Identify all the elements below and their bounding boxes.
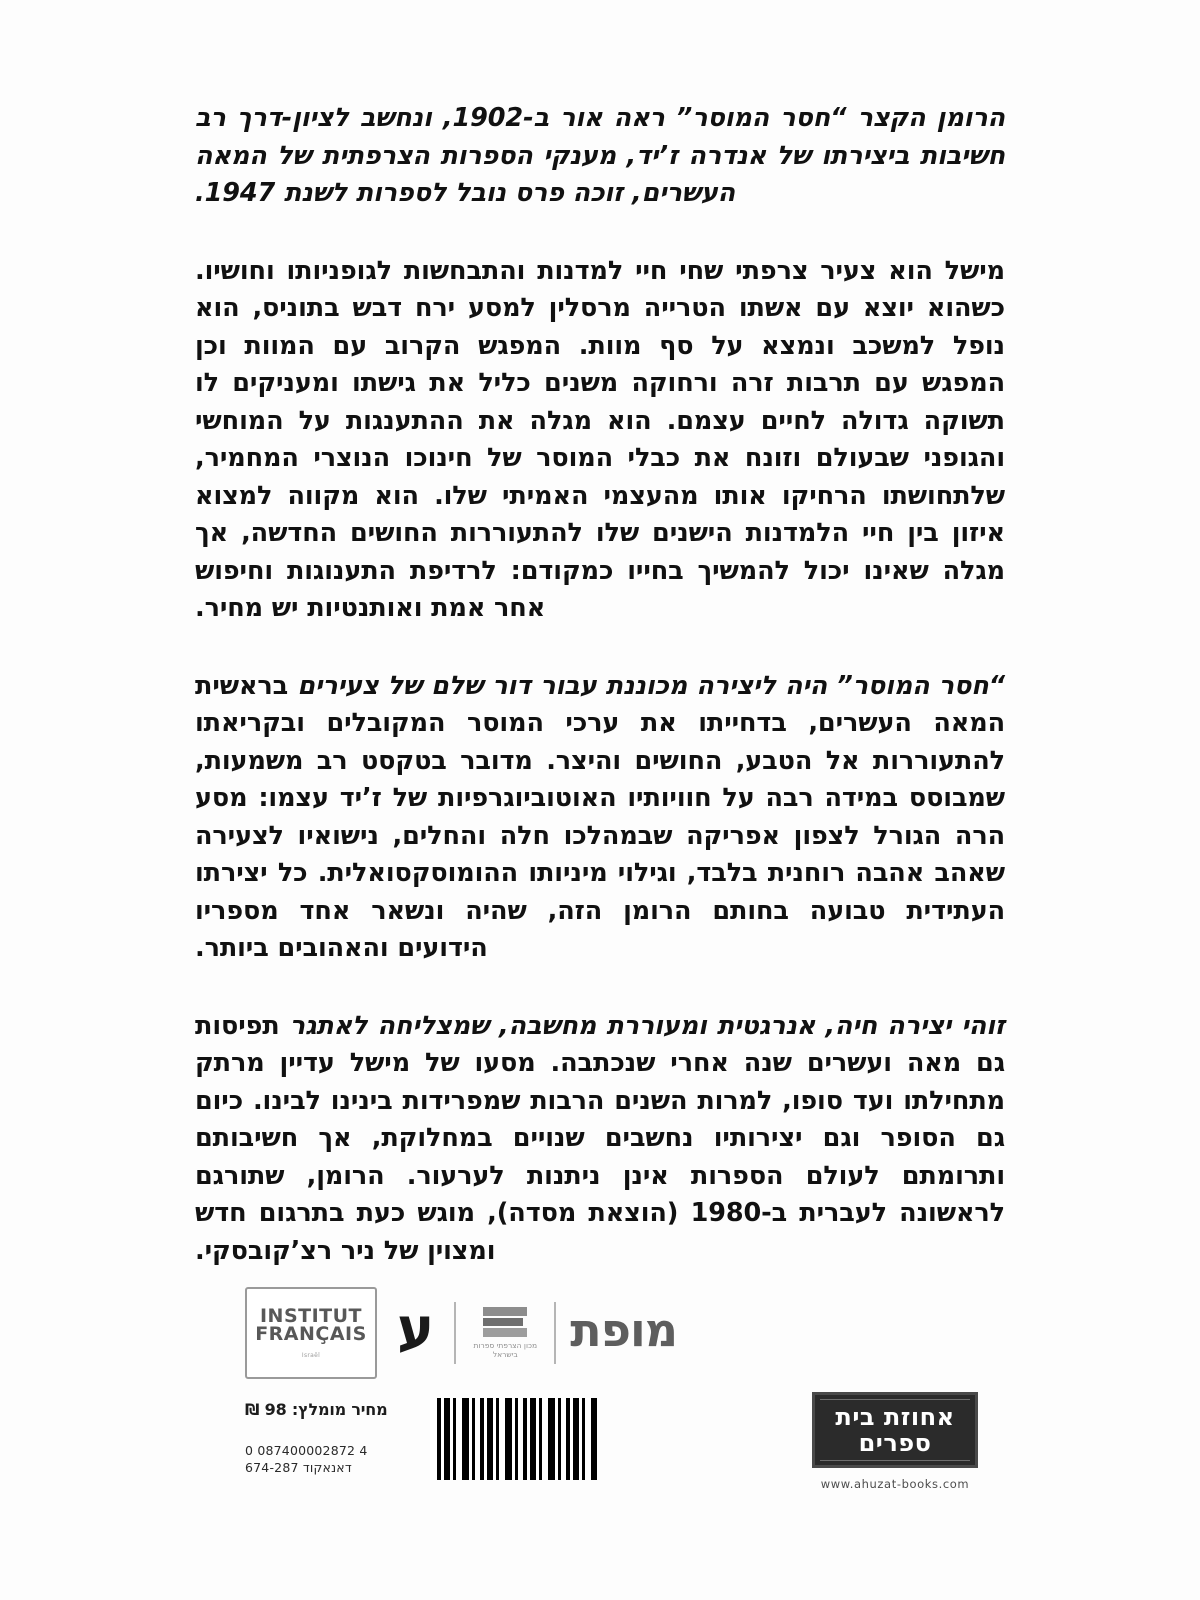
sponsor-logo-strip xyxy=(245,1278,695,1388)
institut-francais-line1: INSTITUT xyxy=(259,1305,363,1327)
barcode-icon xyxy=(437,1398,597,1480)
logo-divider-left xyxy=(554,1302,556,1364)
blurb-paragraph-2: מישל הוא צעיר צרפתי שחי חיי למדנות והתבחשות לגופניותו וחושיו. כשהוא יוצא עם אשתו הטרייה מרסלין למסע ירח דבש בתוניס, הוא נופל למשכב ונמצא על סף מוות. המפגש הקרוב עם המוות וכן המפגש עם תרבות זרה ורחוקה משנים כליל את גישתו ומעניקים לו תשוקה גדולה לחיים עצמם. הוא מגלה את ההתענגות על המוחשי והגופני שבעולם וזונח את כבלי המוסר של חינוכו הנוצרי המחמיר, שלתחושתו הרחיקו אותו מהעצמי האמיתי שלו. הוא מקווה למצוא איזון בין חיי הלמדנות הישנים שלו להתעוררות החושים החדשה, אך מגלה שאינו יכול להמשיך בחייו כמקודם: לרדיפת התענוגות וחיפוש אחר אמת ואותנטיות יש מחיר. xyxy=(195,255,1005,623)
danacode-label: דאנאקוד 674-287 xyxy=(245,1460,352,1475)
mofet-logo: מופת xyxy=(570,1303,678,1357)
blurb-emphasis: “חסר המוסר” היה ליצירה מכוננת עבור דור שלם של צעירים xyxy=(297,670,1005,701)
publisher-block xyxy=(812,1392,978,1491)
publisher-logo-box xyxy=(812,1392,978,1468)
institute-hebrew-label: מכון הצרפתי ספרות בישראל xyxy=(473,1341,538,1359)
book-stack-icon xyxy=(483,1307,527,1337)
publisher-website-url: www.ahuzat-books.com xyxy=(820,1477,970,1491)
barcode-number: 0 087400002872 4 xyxy=(245,1443,368,1458)
institut-francais-line2: FRANÇAIS xyxy=(255,1323,367,1345)
ayin-letter-icon: ע xyxy=(397,1296,435,1361)
publisher-name-line1: אחוזת בית xyxy=(835,1403,955,1431)
barcode-text-group xyxy=(245,1398,423,1476)
price-label: מחיר מומלץ: 98 ₪ xyxy=(245,1400,388,1419)
blurb-paragraph-3: “חסר המוסר” היה ליצירה מכוננת עבור דור שלם של צעירים בראשית המאה העשרים, בדחייתו את ערכי המוסר המקובלים ובקריאתו להתעוררות אל הטבע, החושים והיצר. מדובר בטקסט רב משמעות, שמבוסס במידה רבה על חוויותיו האוטוביוגרפיות של ז’יד עצמו: מסע הרה הגורל לצפון אפריקה שבמהלכו חלה והחלים, נישואיו לצעירה שאהב אהבה רוחנית בלבד, וגילוי מיניותו ההומוסקסואלית. כל יצירתו העתידית טבועה בחותם הרומן הזה, שהיה ונשאר אחד מספריו הידועים והאהובים ביותר. xyxy=(195,670,1005,963)
publisher-name-line2: ספרים xyxy=(858,1429,932,1457)
blurb-paragraph-1: הרומן הקצר “חסר המוסר” ראה אור ב-1902, ונחשב לציון-דרך רב חשיבות ביצירתו של אנדרה ז’יד, מענקי הספרות הצרפתית של המאה העשרים, זוכה פרס נובל לספרות לשנת 1947. xyxy=(195,103,1005,208)
institut-francais-sub: Israël xyxy=(301,1352,321,1359)
institute-hebrew-logo xyxy=(470,1307,540,1359)
blurb-emphasis: זוהי יצירה חיה, אנרגטית ומעוררת מחשבה, שמצליחה לאתגר xyxy=(289,1010,1005,1041)
logo-divider-right xyxy=(454,1302,456,1364)
institut-francais-logo xyxy=(245,1287,377,1379)
barcode-block xyxy=(245,1398,605,1480)
blurb-text-block xyxy=(195,100,1005,1270)
blurb-paragraph-4: זוהי יצירה חיה, אנרגטית ומעוררת מחשבה, שמצליחה לאתגר תפיסות גם מאה ועשרים שנה אחרי שנכתבה. מסעו של מישל עדיין מרתק מתחילתו ועד סופו, למרות השנים הרבות שמפרידות בינינו לבינו. כיום גם הסופר וגם יצירותיו נחשבים שנויים במחלוקת, אך חשיבותם ותרומתם לעולם הספרות אינן ניתנות לערעור. הרומן, שתורגם לראשונה לעברית ב-1980 (הוצאת מסדה), מוגש כעת בתרגום חדש ומצוין של ניר רצ’קובסקי. xyxy=(195,1010,1005,1266)
